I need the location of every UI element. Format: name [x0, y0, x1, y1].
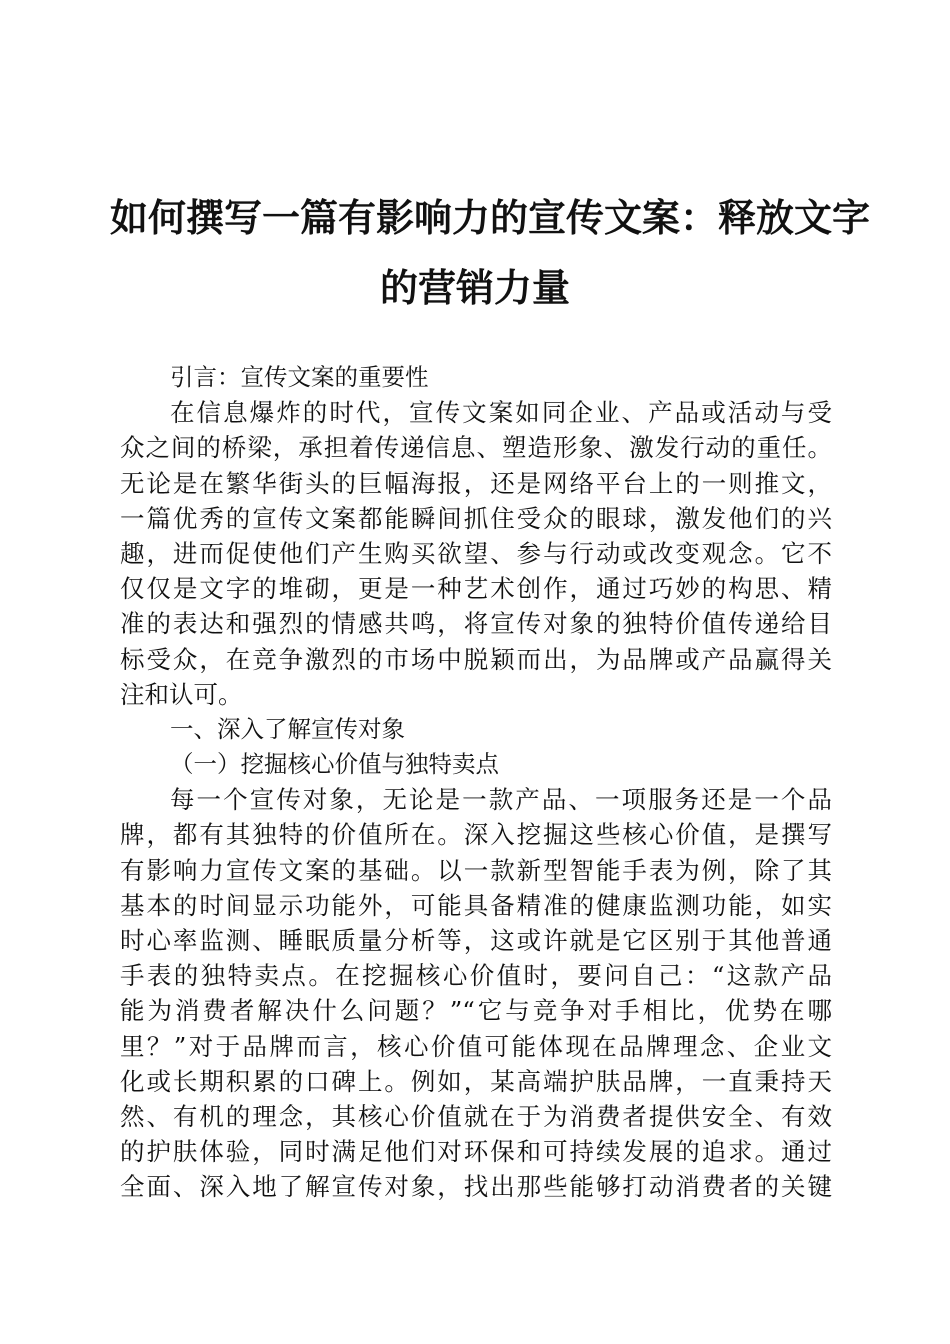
section-1-subheading: （一）挖掘核心价值与独特卖点 — [170, 750, 499, 779]
section-1-line: 然、有机的理念，其核心价值就在于为消费者提供安全、有效 — [120, 1101, 832, 1131]
section-1-line: 的护肤体验，同时满足他们对环保和可持续发展的追求。通过 — [120, 1137, 832, 1167]
section-1-heading: 一、深入了解宣传对象 — [170, 714, 405, 743]
intro-line: 准的表达和强烈的情感共鸣，将宣传对象的独特价值传递给目 — [120, 609, 832, 639]
intro-line: 仅仅是文字的堆砌，更是一种艺术创作，通过巧妙的构思、精 — [120, 574, 832, 604]
intro-heading: 引言：宣传文案的重要性 — [170, 363, 429, 391]
intro-line: 众之间的桥梁，承担着传递信息、塑造形象、激发行动的重任。 — [120, 433, 832, 463]
section-1-line: 全面、深入地了解宣传对象，找出那些能够打动消费者的关键 — [120, 1172, 832, 1202]
document-title-line-2: 的营销力量 — [379, 265, 570, 310]
section-1-line: 每一个宣传对象，无论是一款产品、一项服务还是一个品 — [170, 785, 832, 815]
intro-line: 在信息爆炸的时代，宣传文案如同企业、产品或活动与受 — [170, 398, 832, 428]
section-1-line: 化或长期积累的口碑上。例如，某高端护肤品牌，一直秉持天 — [120, 1066, 832, 1096]
document-body — [120, 360, 832, 1205]
intro-line: 标受众，在竞争激烈的市场中脱颖而出，为品牌或产品赢得关 — [120, 644, 832, 674]
section-1-line: 能为消费者解决什么问题？”“它与竞争对手相比，优势在哪 — [120, 996, 832, 1026]
section-1-line: 基本的时间显示功能外，可能具备精准的健康监测功能，如实 — [120, 890, 832, 920]
section-1-line: 有影响力宣传文案的基础。以一款新型智能手表为例，除了其 — [120, 855, 832, 885]
document-title-line-1: 如何撰写一篇有影响力的宣传文案：释放文字 — [110, 195, 871, 240]
intro-line: 无论是在繁华街头的巨幅海报，还是网络平台上的一则推文， — [120, 468, 832, 498]
intro-line: 注和认可。 — [120, 679, 243, 709]
section-1-line: 手表的独特卖点。在挖掘核心价值时，要问自己：“这款产品 — [120, 961, 832, 991]
section-1-line: 时心率监测、睡眠质量分析等，这或许就是它区别于其他普通 — [120, 926, 832, 955]
section-1-line: 牌，都有其独特的价值所在。深入挖掘这些核心价值，是撰写 — [120, 820, 832, 850]
section-1-line: 里？”对于品牌而言，核心价值可能体现在品牌理念、企业文 — [120, 1031, 832, 1061]
intro-line: 趣，进而促使他们产生购买欲望、参与行动或改变观念。它不 — [120, 538, 832, 568]
intro-line: 一篇优秀的宣传文案都能瞬间抓住受众的眼球，激发他们的兴 — [120, 503, 832, 533]
